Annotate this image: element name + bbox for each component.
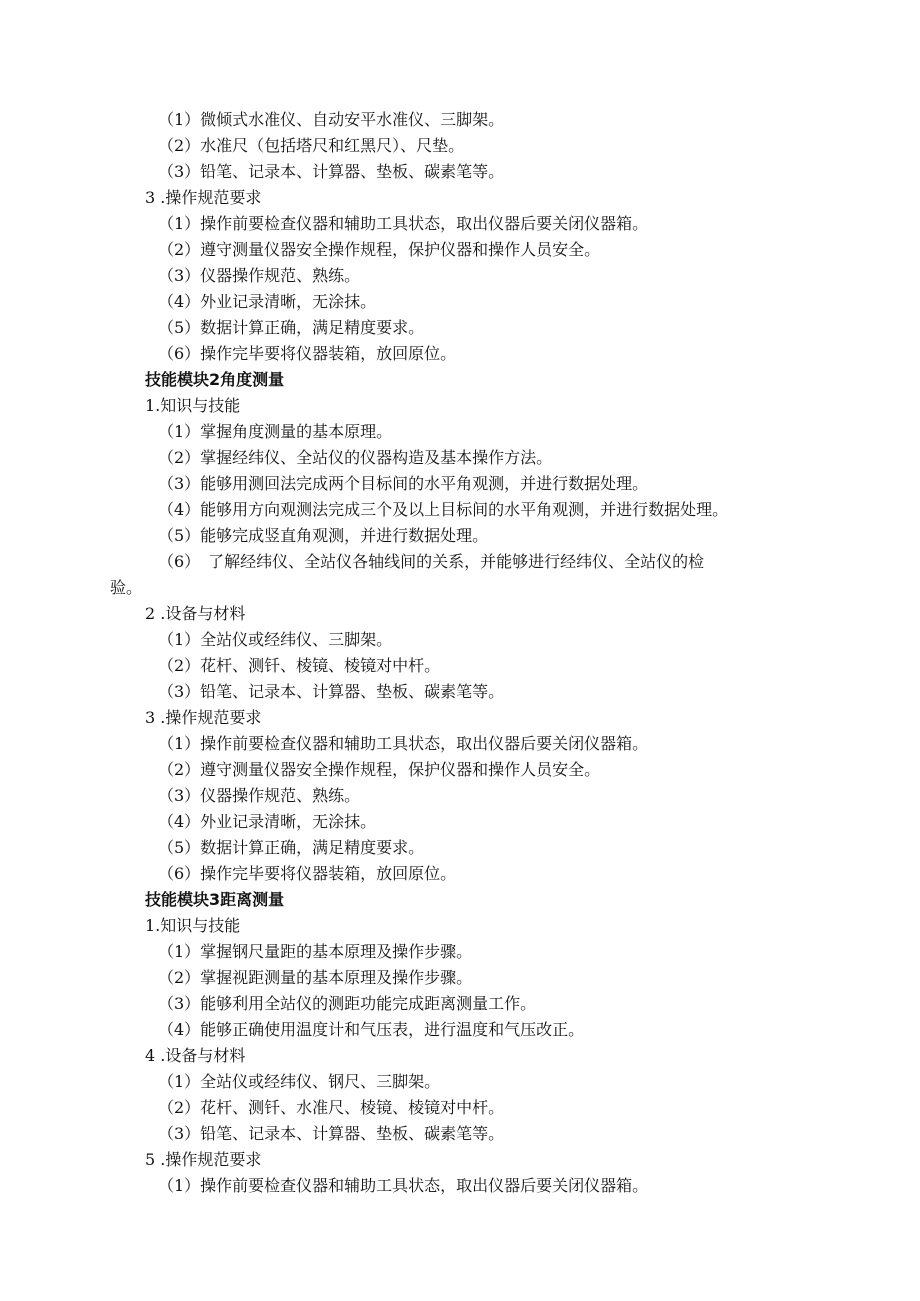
section-heading: 1.知识与技能: [145, 916, 241, 935]
list-item: （5）数据计算正确，满足精度要求。: [158, 318, 425, 337]
section-heading: 1.知识与技能: [145, 396, 241, 415]
list-item: （1）掌握钢尺量距的基本原理及操作步骤。: [158, 942, 473, 961]
list-item: （1）掌握角度测量的基本原理。: [158, 422, 393, 441]
section-heading: 3 .操作规范要求: [145, 708, 262, 727]
section-heading: 4 .设备与材料: [145, 1046, 246, 1065]
section-heading: 5 .操作规范要求: [145, 1150, 262, 1169]
list-item: （3）仪器操作规范、熟练。: [158, 786, 361, 805]
module-heading: 技能模块3距离测量: [145, 890, 285, 909]
list-item: （4）外业记录清晰，无涂抹。: [158, 812, 377, 831]
list-item-continuation: 验。: [110, 578, 143, 597]
list-item: （4）能够正确使用温度计和气压表，进行温度和气压改正。: [158, 1020, 585, 1039]
module-heading: 技能模块2角度测量: [145, 370, 285, 389]
section-heading: 3 .操作规范要求: [145, 188, 262, 207]
list-item: （3）仪器操作规范、熟练。: [158, 266, 361, 285]
list-item: （3）铅笔、记录本、计算器、垫板、碳素笔等。: [158, 162, 505, 181]
list-item: （3）能够用测回法完成两个目标间的水平角观测，并进行数据处理。: [158, 474, 649, 493]
list-item: （2）遵守测量仪器安全操作规程，保护仪器和操作人员安全。: [158, 760, 601, 779]
list-item: （2）遵守测量仪器安全操作规程，保护仪器和操作人员安全。: [158, 240, 601, 259]
list-item: （3）铅笔、记录本、计算器、垫板、碳素笔等。: [158, 1124, 505, 1143]
list-item: （4）能够用方向观测法完成三个及以上目标间的水平角观测，并进行数据处理。: [158, 500, 729, 519]
list-item: （2）掌握经纬仪、全站仪的仪器构造及基本操作方法。: [158, 448, 553, 467]
list-item: （5）数据计算正确，满足精度要求。: [158, 838, 425, 857]
list-item: （4）外业记录清晰，无涂抹。: [158, 292, 377, 311]
list-item: （6） 了解经纬仪、全站仪各轴线间的关系，并能够进行经纬仪、全站仪的检: [158, 552, 705, 571]
list-item: （2）花杆、测钎、棱镜、棱镜对中杆。: [158, 656, 441, 675]
list-item: （3）能够利用全站仪的测距功能完成距离测量工作。: [158, 994, 537, 1013]
list-item: （1）操作前要检查仪器和辅助工具状态，取出仪器后要关闭仪器箱。: [158, 1176, 649, 1195]
list-item: （1）全站仪或经纬仪、三脚架。: [158, 630, 393, 649]
list-item: （2）水准尺（包括塔尺和红黑尺）、尺垫。: [158, 136, 465, 155]
list-item: （1）操作前要检查仪器和辅助工具状态，取出仪器后要关闭仪器箱。: [158, 734, 649, 753]
section-heading: 2 .设备与材料: [145, 604, 246, 623]
list-item: （6）操作完毕要将仪器装箱，放回原位。: [158, 344, 457, 363]
list-item: （5）能够完成竖直角观测，并进行数据处理。: [158, 526, 489, 545]
list-item: （2）花杆、测钎、水准尺、棱镜、棱镜对中杆。: [158, 1098, 505, 1117]
list-item: （3）铅笔、记录本、计算器、垫板、碳素笔等。: [158, 682, 505, 701]
list-item: （6）操作完毕要将仪器装箱，放回原位。: [158, 864, 457, 883]
list-item: （1）全站仪或经纬仪、钢尺、三脚架。: [158, 1072, 441, 1091]
list-item: （2）掌握视距测量的基本原理及操作步骤。: [158, 968, 473, 987]
list-item: （1）操作前要检查仪器和辅助工具状态，取出仪器后要关闭仪器箱。: [158, 214, 649, 233]
list-item: （1）微倾式水准仪、自动安平水准仪、三脚架。: [158, 110, 505, 129]
